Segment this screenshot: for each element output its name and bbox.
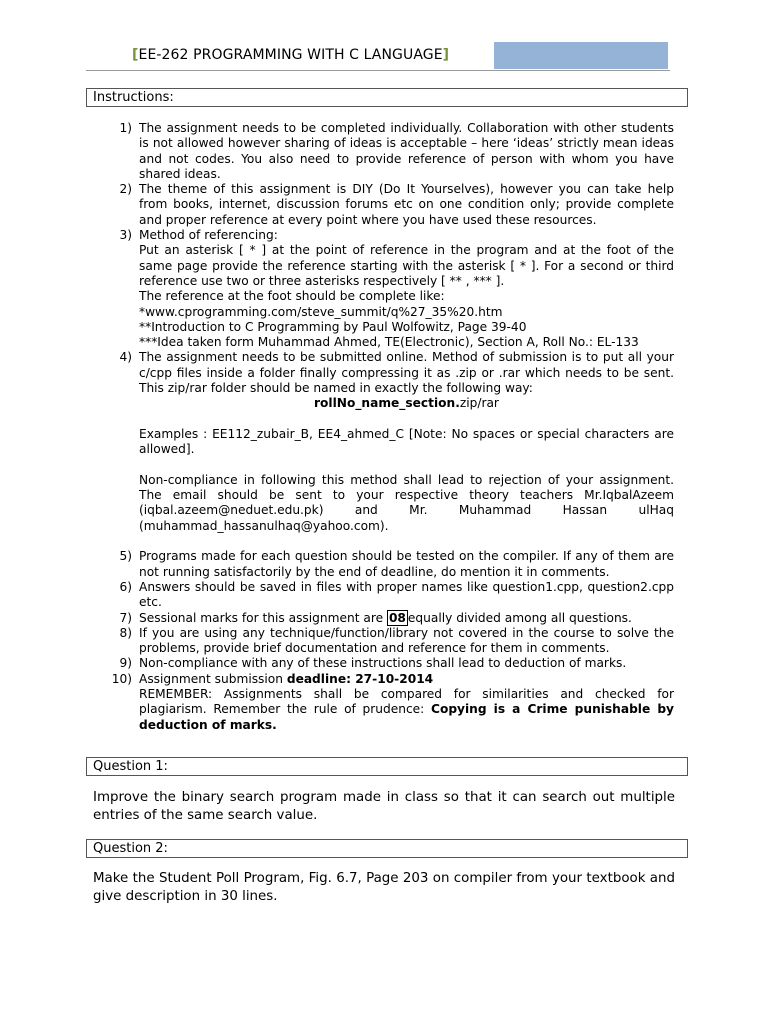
referencing-body: Put an asterisk [ * ] at the point of reference in the program and at the foot of the same page provide the reference starting with the asterisk [ * ]. For a second or third reference use two or three asterisks respectively [ ** , *** ].: [139, 243, 674, 288]
item-text: The assignment needs to be completed individually. Collaboration with other students is not allowed however sharing of ideas is acceptable – here ‘ideas’ strictly mean ideas and not codes. You also need to provide reference of person with whom you have shared ideas.: [139, 121, 674, 181]
format-bold: rollNo_name_section.: [314, 396, 460, 411]
remember-text: REMEMBER: Assignments shall be compared for similarities and checked for plagiarism. Remember the rule of prudence:: [139, 686, 674, 717]
instruction-item: [106, 121, 674, 182]
item-number: 5): [119, 549, 132, 564]
instructions-heading: Instructions:: [86, 88, 688, 107]
bracket-close: ]: [442, 47, 450, 63]
item-number: 1): [119, 121, 132, 135]
item-number: 6): [119, 579, 132, 594]
remember-bold-text: Copying is a Crime punishable by deduction of marks.: [139, 702, 674, 732]
deadline-text: deadline: 27-10-2014: [286, 671, 434, 686]
file-name-format: [139, 396, 674, 411]
item-text: Sessional marks for this assignment are: [139, 610, 387, 625]
item-number: 9): [119, 656, 132, 671]
format-extension: zip/rar: [459, 396, 499, 411]
bracket-open: [: [132, 47, 139, 63]
instruction-item: [106, 350, 674, 549]
examples-text: Examples : EE112_zubair_B, EE4_ahmed_C [Note: No spaces or special characters are allowed].: [139, 426, 674, 457]
instruction-item: [106, 228, 674, 350]
item-text: Non-compliance with any of these instructions shall lead to deduction of marks.: [139, 656, 627, 671]
item-number: 8): [119, 625, 132, 640]
reference-example: *www.cprogramming.com/steve_summit/q%27_35%20.htm: [139, 304, 503, 319]
item-number: 7): [119, 610, 132, 625]
item-text: The theme of this assignment is DIY (Do It Yourselves), however you can take help from books, internet, discussion forums etc on one condition only; provide complete and proper reference at every point where you have used these resources.: [139, 182, 674, 227]
question-2-heading: Question 2:: [86, 839, 688, 858]
instructions-list: [106, 121, 674, 733]
referencing-intro: Method of referencing:: [139, 228, 278, 243]
instruction-item: [106, 182, 674, 228]
item-text: The assignment needs to be submitted online. Method of submission is to put all your c/cpp files inside a folder finally compressing it as .zip or .rar which needs to be sent. This zip/rar folder should be named in exactly the following way:: [139, 350, 674, 396]
item-number: 2): [119, 182, 132, 197]
course-title-text: EE-262 PROGRAMMING WITH C LANGUAGE: [138, 47, 443, 63]
item-number: 10): [111, 671, 132, 686]
item-text: equally divided among all questions.: [407, 610, 632, 625]
instruction-item: [106, 611, 674, 626]
marks-value: 08: [388, 610, 406, 625]
instruction-item: [106, 656, 674, 671]
noncompliance-text: Non-compliance in following this method shall lead to rejection of your assignment. The email should be sent to your respective theory teachers Mr.IqbalAzeem (iqbal.azeem@neduet.edu.pk) and Mr. Muhammad Hassan ulHaq (muhammad_hassanulhaq@yahoo.com).: [139, 472, 674, 533]
course-title: [132, 47, 449, 63]
item-number: 4): [119, 350, 132, 365]
reference-line: The reference at the foot should be complete like:: [139, 289, 445, 304]
header-color-block: [494, 42, 668, 69]
item-text: If you are using any technique/function/library not covered in the course to solve the problems, provide brief documentation and reference for them in comments.: [139, 625, 674, 656]
instruction-item: [106, 626, 674, 657]
item-number: 3): [119, 228, 132, 243]
question-1-text: Improve the binary search program made in class so that it can search out multiple entries of the same search value.: [93, 790, 675, 823]
instruction-item: [106, 672, 674, 733]
page-header: [86, 42, 670, 71]
item-text: Assignment submission: [139, 671, 287, 686]
item-text: Answers should be saved in files with proper names like question1.cpp, question2.cpp etc.: [139, 579, 674, 610]
reference-example: **Introduction to C Programming by Paul Wolfowitz, Page 39-40: [139, 319, 527, 334]
question-1-heading: Question 1:: [86, 757, 688, 776]
question-2-text: Make the Student Poll Program, Fig. 6.7, Page 203 on compiler from your textbook and give description in 30 lines.: [93, 871, 675, 904]
item-text: Programs made for each question should be tested on the compiler. If any of them are not running satisfactorily by the end of deadline, do mention it in comments.: [139, 549, 674, 579]
instruction-item: [106, 549, 674, 580]
reference-example: ***Idea taken form Muhammad Ahmed, TE(Electronic), Section A, Roll No.: EL-133: [139, 335, 639, 350]
instruction-item: [106, 580, 674, 611]
